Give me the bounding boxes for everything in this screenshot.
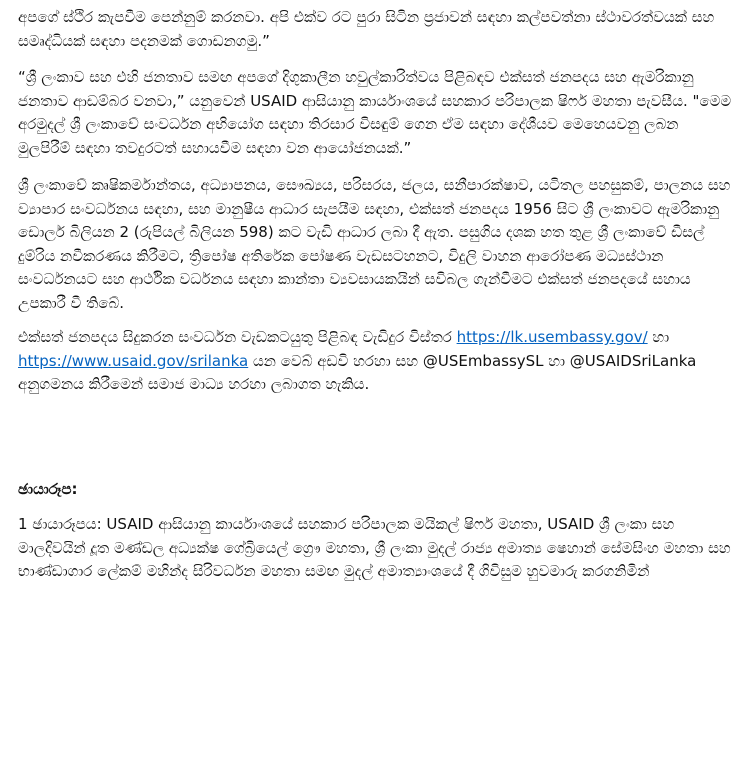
embassy-link[interactable]: https://lk.usembassy.gov/ bbox=[456, 328, 648, 346]
more-info-text-start: එක්සත් ජනපදය සිදුකරන සංවර්ධන වැඩකටයුතු පිළිබඳ වැඩිදුර විස්තර bbox=[18, 328, 457, 346]
photo-caption-1: 1 ඡායාරූපය: USAID ආසියානු කාර්යාංශයේ සහකාර පරිපාලක මයිකල් ෂිෆර් මහතා, USAID ශ්‍රී ලංකා සහ මාලදිවයින් දූත මණ්ඩල අධ්‍යක්ෂ ගේබ්‍රියෙල් ග්‍රෞ මහතා, ශ්‍රී ලංකා මුදල් රාජ්‍ය අමාත්‍ය ෂෙහාන් සේමසිංහ මහතා සහ භාණ්ඩාගාර ලේකම් මහින්ද සිරිවර්ධන මහතා සමඟ මුදල් අමාත්‍යාංශයේ දී ගිවිසුම හුවමාරු කරගනිමින් bbox=[18, 515, 731, 580]
photo-heading: ඡායාරූප: bbox=[18, 480, 78, 498]
paragraph-commitment: අපගේ ස්ථිර කැපවීම පෙන්නුම් කරනවා. අපි එක්ව රට පුරා සිටින ප්‍රජාවන් සඳහා කල්පවත්නා ස්ථාවරත්වයක් සහ සමෘද්ධියක් සඳහා පදනමක් ගොඩනගමු.” bbox=[18, 8, 715, 50]
more-info-text-end: යන වෙබ් අඩවි හරහා සහ @USEmbassySL හා @USAIDSriLanka අනුගමනය කිරීමෙන් සමාජ මාධ්‍ය හරහා ලබාගත හැකිය. bbox=[18, 351, 697, 393]
usaid-link[interactable]: https://www.usaid.gov/srilanka bbox=[18, 351, 249, 370]
paragraph-quote: “ශ්‍රී ලංකාව සහ එහි ජනතාව සමඟ අපගේ දිගුකාලීන හවුල්කාරිත්වය පිළිබඳව එක්සත් ජනපදය සහ ඇමරිකානු ජනතාව ආඩම්බර වනවා,” යනුවෙන් USAID ආසියානු කාර්යාංශයේ සහකාර පරිපාලක ෂිෆර් මහතා පැවසීය. "මෙම අරමුදල් ශ්‍රී ලංකාවේ සංවර්ධන අභියෝග සඳහා තිරසාර විසඳුම් ගෙන ඒම සඳහා දේශීයව මෙහෙයවනු ලබන මුලපිරීම් සඳහා තවදුරටත් සහායවීම සඳහා වන ආයෝජනයක්.” bbox=[18, 68, 732, 157]
paragraph-more-info bbox=[18, 326, 734, 397]
more-info-text-and: හා bbox=[647, 328, 670, 346]
paragraph-assistance-history: ශ්‍රී ලංකාවේ කෘෂිකර්මාන්තය, අධ්‍යාපනය, සෞඛ්‍යය, පරිසරය, ජලය, සනීපාරක්ෂාව, යටිතල පහසුකම්, පාලනය සහ ව්‍යාපාර සංවර්ධනය සඳහා, සහ මානුෂීය ආධාර සැපයීම සඳහා, එක්සත් ජනපදය 1956 සිට ශ්‍රී ලංකාවට ඇමරිකානු ඩොලර් බිලියන 2 (රුපියල් බිලියන 598) කට වැඩි ආධාර ලබා දී ඇත. පසුගිය දශක හත තුළ ශ්‍රී ලංකාවේ ඩීසල් දුම්රිය නවීකරණය කිරීමට, ත්‍රිපෝෂ අතිරේක පෝෂණ වැඩසටහනට, විදුලි වාහන ආරෝපණ මධ්‍යස්ථාන සංවර්ධනයට සහ ආර්ථික වර්ධනය සඳහා කාන්තා ව්‍යවසායකයින් සවිබල ගැන්වීමට එක්සත් ජනපදයේ සහාය උපකාරී වී තිබේ. bbox=[18, 176, 731, 312]
